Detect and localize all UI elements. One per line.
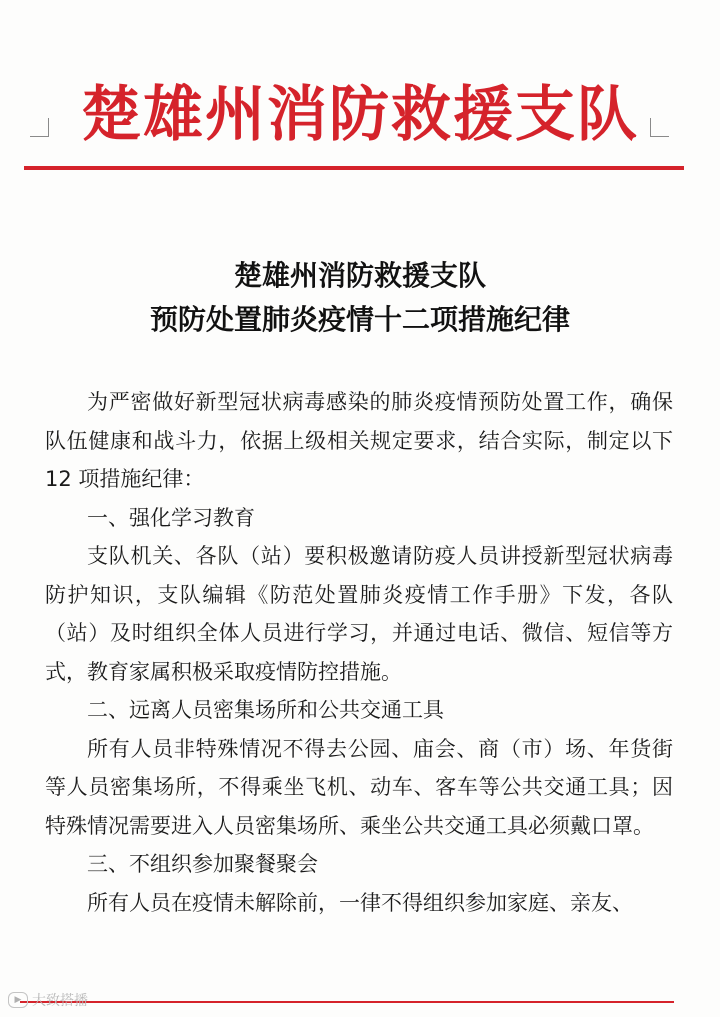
letterhead-title: 楚雄州消防救援支队: [81, 80, 639, 150]
section-heading-3: 三、不组织参加聚餐聚会: [87, 852, 318, 876]
watermark: [8, 990, 88, 1010]
document-body: [45, 383, 673, 922]
section-paragraph-1: 支队机关、各队（站）要积极邀请防疫人员讲授新型冠状病毒防护知识，支队编辑《防范处置肺炎疫情工作手册》下发，各队（站）及时组织全体人员进行学习，并通过电话、微信、短信等方式，教育家属积极采取疫情防控措施。: [45, 544, 673, 684]
section-heading-2: 二、远离人员密集场所和公共交通工具: [87, 698, 444, 722]
video-icon: ▶: [8, 992, 28, 1008]
bottom-divider: [20, 1001, 674, 1003]
crop-mark-left: [30, 118, 49, 137]
watermark-text: 大致搭播: [32, 993, 88, 1009]
document-title-line2: 预防处置肺炎疫情十二项措施纪律: [149, 303, 570, 336]
letterhead-divider: [24, 166, 684, 170]
intro-paragraph: 为严密做好新型冠状病毒感染的肺炎疫情预防处置工作，确保队伍健康和战斗力，依据上级相关规定要求，结合实际，制定以下 12 项措施纪律：: [45, 390, 673, 491]
crop-mark-right: [650, 118, 669, 137]
document-title-line1: 楚雄州消防救援支队: [233, 259, 486, 292]
section-paragraph-2: 所有人员非特殊情况不得去公园、庙会、商（市）场、年货街等人员密集场所，不得乘坐飞机、动车、客车等公共交通工具；因特殊情况需要进入人员密集场所、乘坐公共交通工具必须戴口罩。: [45, 736, 673, 838]
section-heading-1: 一、强化学习教育: [87, 505, 255, 530]
section-paragraph-3: 所有人员在疫情未解除前，一律不得组织参加家庭、亲友、: [87, 890, 633, 915]
